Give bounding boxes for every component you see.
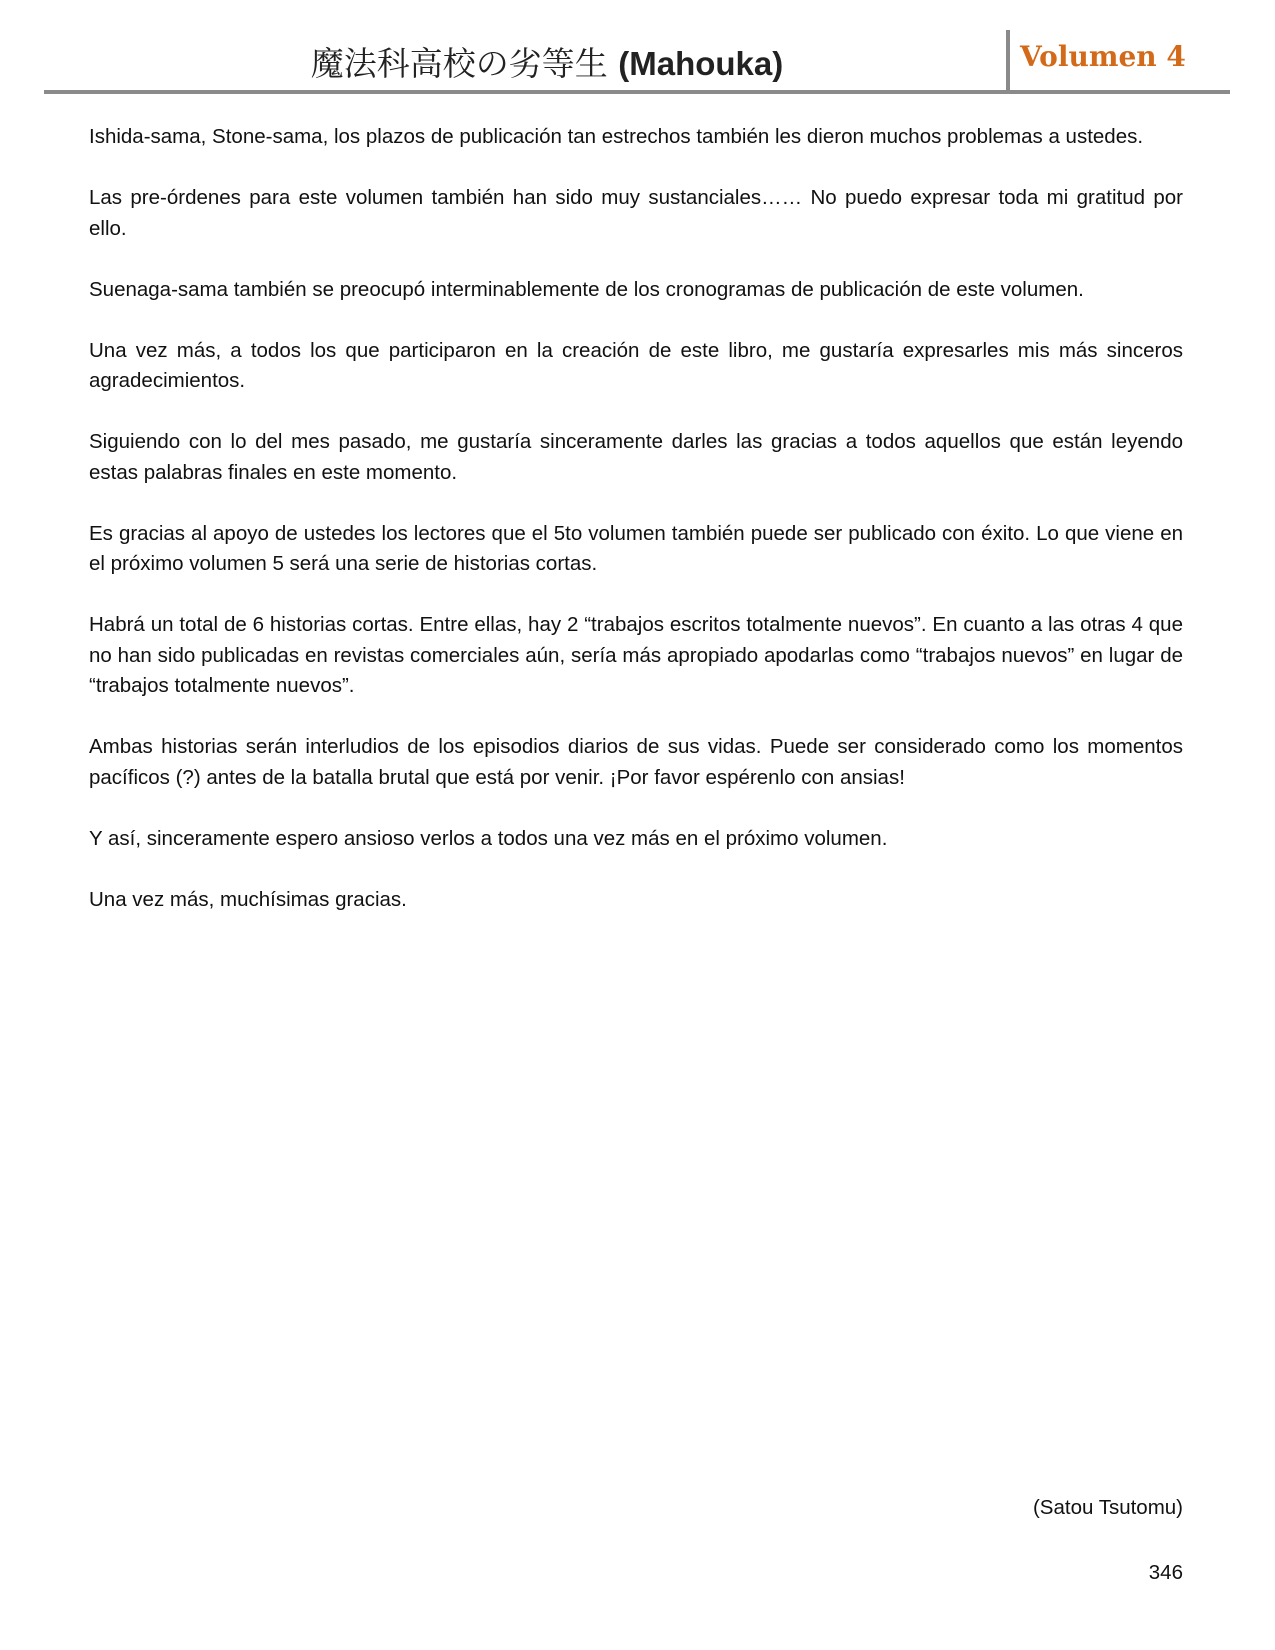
header-vertical-divider [1006, 30, 1010, 92]
paragraph: Una vez más, muchísimas gracias. [89, 887, 407, 911]
series-title-en: (Mahouka) [618, 45, 784, 82]
paragraph: Y así, sinceramente espero ansioso verlos a todos una vez más en el próximo volumen. [89, 826, 888, 850]
series-title [44, 38, 1050, 85]
paragraph: Habrá un total de 6 historias cortas. Entre ellas, hay 2 “trabajos escritos totalmente nuevos”. En cuanto a las otras 4 que no han sido publicadas en revistas comerciales aún, sería más apropiado apodarlas como “trabajos nuevos” en lugar de “trabajos totalmente nuevos”. [89, 613, 1183, 697]
header-rule [44, 90, 1230, 94]
paragraph: Es gracias al apoyo de ustedes los lectores que el 5to volumen también puede ser publicado con éxito. Lo que viene en el próximo volumen 5 será una serie de historias cortas. [89, 521, 1183, 575]
volume-label: Volumen 4 [1020, 40, 1186, 73]
series-title-jp: 魔法科高校の劣等生 [310, 44, 608, 83]
afterword-body [89, 122, 1183, 946]
paragraph: Siguiendo con lo del mes pasado, me gustaría sinceramente darles las gracias a todos aquellos que están leyendo estas palabras finales en este momento. [89, 430, 1183, 484]
paragraph: Ishida-sama, Stone-sama, los plazos de publicación tan estrechos también les dieron muchos problemas a ustedes. [89, 125, 1144, 148]
author-signature: (Satou Tsutomu) [1032, 1496, 1183, 1519]
paragraph: Suenaga-sama también se preocupó interminablemente de los cronogramas de publicación de este volumen. [89, 277, 1084, 301]
paragraph: Una vez más, a todos los que participaron en la creación de este libro, me gustaría expresarles mis más sinceros agradecimientos. [89, 338, 1183, 392]
page-header [44, 28, 1230, 94]
page-number: 346 [1148, 1561, 1183, 1584]
paragraph: Las pre-órdenes para este volumen también han sido muy sustanciales…… No puedo expresar toda mi gratitud por ello. [89, 186, 1183, 240]
paragraph: Ambas historias serán interludios de los episodios diarios de sus vidas. Puede ser considerado como los momentos pacíficos (?) antes de la batalla brutal que está por venir. ¡Por favor espérenlo con ansias! [89, 735, 1183, 789]
